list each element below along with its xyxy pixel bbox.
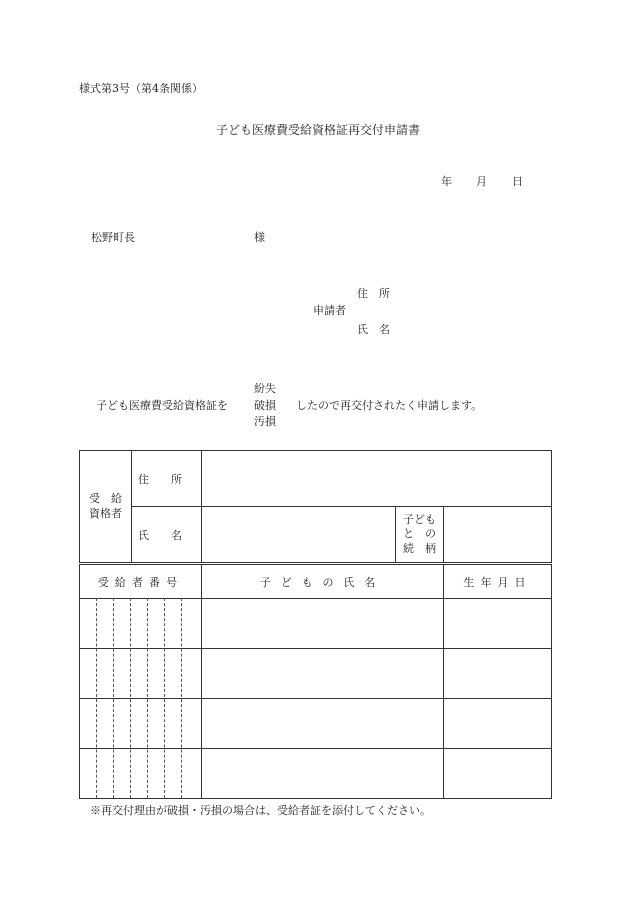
statement-prefix: 子ども医療費受給資格証を — [96, 399, 228, 412]
birth-date-field-1[interactable] — [444, 599, 552, 649]
name-label: 氏 名 — [138, 528, 182, 542]
birth-date-field-3[interactable] — [444, 699, 552, 749]
address-label-cell — [132, 451, 202, 507]
child-name-field-3[interactable] — [202, 699, 444, 749]
child-name-field-1[interactable] — [202, 599, 444, 649]
digit-divider — [96, 598, 97, 798]
header-recipient-number: 受給者番号 — [80, 565, 202, 599]
date-day-label: 日 — [512, 175, 523, 188]
child-name-field-2[interactable] — [202, 649, 444, 699]
date-year-label: 年 — [441, 175, 452, 188]
header-birth-date: 生年月日 — [444, 565, 552, 599]
relation-field[interactable] — [444, 507, 552, 563]
statement-suffix: したので再交付されたく申請します。 — [296, 399, 483, 412]
date-month-label: 月 — [476, 175, 487, 188]
relation-label-line2: と の — [403, 527, 436, 541]
address-label: 住 所 — [138, 473, 182, 486]
applicant-name-label: 氏 名 — [357, 323, 390, 336]
applicant-address-label: 住 所 — [357, 287, 390, 300]
birth-date-field-4[interactable] — [444, 749, 552, 799]
document-title: 子ども医療費受給資格証再交付申請書 — [216, 123, 421, 137]
address-field[interactable] — [202, 451, 552, 507]
addressee-honorific: 様 — [254, 231, 265, 244]
digit-divider — [164, 598, 165, 798]
header-child-name: 子どもの氏名 — [202, 565, 444, 599]
digit-divider — [113, 598, 114, 798]
reason-option-stain: 汚損 — [254, 415, 276, 428]
form-number: 様式第3号（第4条関係） — [79, 82, 203, 95]
digit-divider — [181, 598, 182, 798]
recipient-label-line1: 受 給 — [89, 491, 122, 505]
recipient-number-digit-dividers — [79, 598, 201, 798]
applicant-label: 申請者 — [313, 304, 346, 317]
digit-divider — [147, 598, 148, 798]
addressee-name: 松野町長 — [91, 231, 135, 244]
birth-date-field-2[interactable] — [444, 649, 552, 699]
child-name-field-4[interactable] — [202, 749, 444, 799]
relation-label-cell — [396, 507, 444, 563]
recipient-label-line2: 資格者 — [89, 506, 122, 520]
recipient-label-cell — [80, 451, 132, 563]
name-label-cell — [132, 507, 202, 563]
footnote: ※再交付理由が破損・汚損の場合は、受給者証を添付してください。 — [90, 804, 431, 817]
digit-divider — [130, 598, 131, 798]
relation-label-line1: 子ども — [403, 513, 436, 527]
reason-option-loss: 紛失 — [254, 382, 276, 395]
name-field[interactable] — [202, 507, 396, 563]
relation-label-line3: 続 柄 — [403, 541, 436, 555]
reason-option-damage: 破損 — [254, 399, 276, 412]
